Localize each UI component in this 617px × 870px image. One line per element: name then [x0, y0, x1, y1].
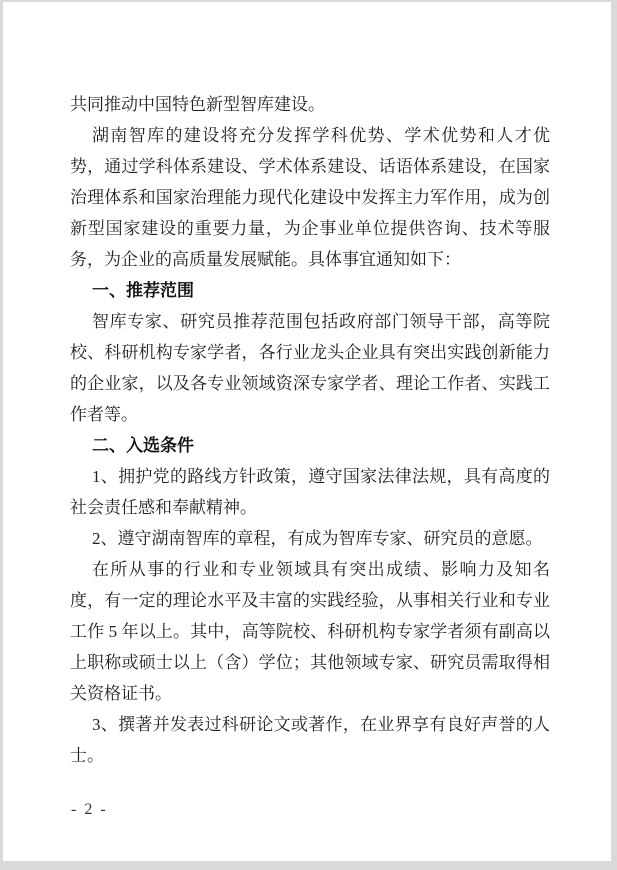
section-heading-1: 一、推荐范围 — [92, 281, 194, 300]
paragraph-condition-1: 1、拥护党的路线方针政策，遵守国家法律法规，具有高度的社会责任感和奉献精神。 — [70, 467, 550, 517]
paragraph-intro: 湖南智库的建设将充分发挥学科优势、学术优势和人才优势，通过学科体系建设、学术体系建设、话语体系建设，在国家治理体系和国家治理能力现代化建设中发挥主力军作用，成为创新型国家建设的重要力量，为企事业单位提供咨询、技术等服务，为企业的高质量发展赋能。具体事宜通知如下： — [70, 126, 550, 269]
paragraph-continuation: 共同推动中国特色新型智库建设。 — [70, 95, 325, 114]
document-page — [3, 2, 611, 861]
document-body — [70, 89, 550, 771]
paragraph-condition-2: 2、遵守湖南智库的章程，有成为智库专家、研究员的意愿。 — [92, 529, 543, 548]
paragraph-condition-2-detail: 在所从事的行业和专业领域具有突出成绩、影响力及知名度，有一定的理论水平及丰富的实践经验，从事相关行业和专业工作 5 年以上。其中，高等院校、科研机构专家学者须有副高以上职称或硕士以上（含）学位；其他领域专家、研究员需取得相关资格证书。 — [70, 560, 550, 703]
paragraph-condition-3: 3、撰著并发表过科研论文或著作，在业界享有良好声誉的人士。 — [70, 715, 550, 765]
page-number: - 2 - — [71, 801, 108, 818]
paragraph-recommendation-scope: 智库专家、研究员推荐范围包括政府部门领导干部，高等院校、科研机构专家学者，各行业龙头企业具有突出实践创新能力的企业家，以及各专业领域资深专家学者、理论工作者、实践工作者等。 — [70, 312, 550, 424]
section-heading-2: 二、入选条件 — [92, 436, 194, 455]
